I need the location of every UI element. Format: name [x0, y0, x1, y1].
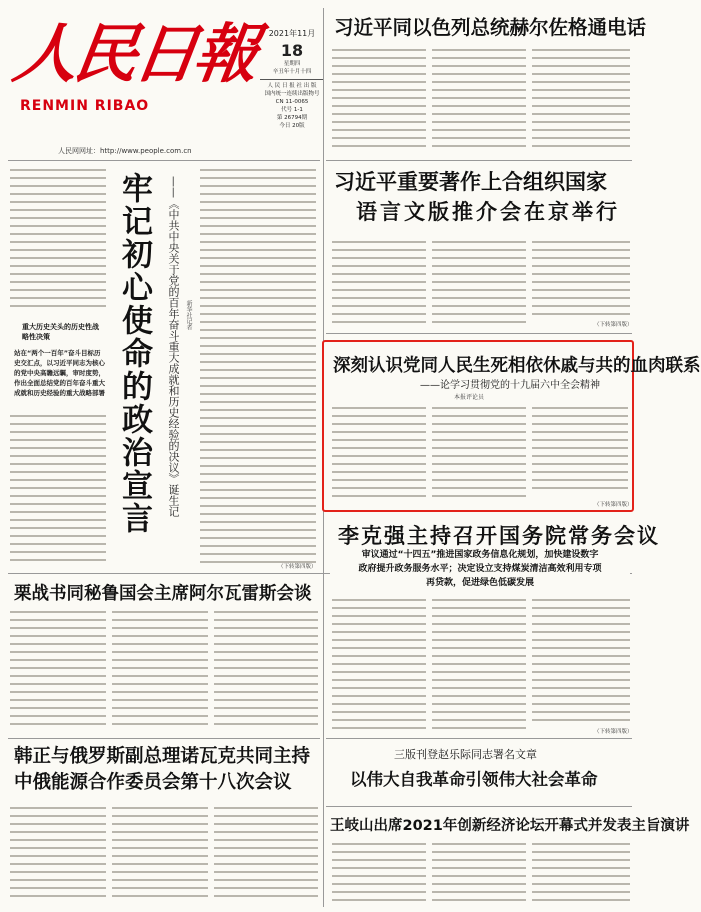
article-3-headline[interactable]: 深刻认识党同人民生死相依休戚与共的血肉联系 [333, 356, 701, 376]
issue-day: 18 [280, 41, 304, 60]
column-divider-lower [323, 573, 324, 907]
editorial-section-title: 重大历史关头的历史性战略性决策 [22, 323, 99, 341]
article-3-body-col1 [332, 404, 426, 504]
article-4-body-col2 [432, 596, 526, 732]
article-4-subhead-2: 政府提升政务服务水平；决定设立支持煤炭清洁高效利用专项 [330, 562, 630, 576]
article-2-body-col1 [332, 238, 426, 326]
article-4-jump[interactable]: （下转第四版） [594, 729, 633, 735]
editorial-body-col1 [10, 412, 106, 566]
issue-info [260, 28, 324, 130]
divider-a5 [8, 738, 320, 739]
article-2-headline-1[interactable]: 习近平重要著作上合组织国家 [334, 170, 607, 194]
article-2-body-col2 [432, 238, 526, 326]
article-3-subtitle: ——论学习贯彻党的十九届六中全会精神 [420, 380, 600, 391]
newspaper-logo: 人民日報 [8, 17, 260, 92]
article-6-headline-2[interactable]: 中俄能源合作委员会第十八次会议 [14, 772, 292, 793]
article-7-headline-1[interactable]: 三版刊登赵乐际同志署名文章 [394, 748, 537, 761]
article-8-body-col1 [332, 840, 426, 906]
editorial-quote: 站在“两个一百年”奋斗目标历史交汇点，以习近平同志为核心的党中央高瞻远瞩，审时度势，作出全面总结党的百年奋斗重大成就和历史经验的重大战略部署 [14, 349, 105, 397]
article-4-body-col3 [532, 596, 630, 724]
editorial-jump[interactable]: （下转第四版） [278, 564, 317, 570]
article-2-jump[interactable]: （下转第四版） [594, 322, 633, 328]
article-6-body-col3 [214, 804, 318, 904]
masthead [8, 8, 320, 156]
divider-a7 [326, 806, 632, 807]
divider-a4 [326, 738, 632, 739]
article-4-headline[interactable]: 李克强主持召开国务院常务会议 [338, 524, 660, 548]
editorial-vertical-subtitle: ——《中共中央关于党的百年奋斗重大成就和历史经验的决议》诞生记 [167, 176, 180, 517]
divider-a2 [326, 333, 632, 334]
article-3-body-col2 [432, 404, 526, 504]
article-4-subhead-3: 再贷款，促进绿色低碳发展 [330, 576, 630, 590]
article-1-body-col1 [332, 46, 426, 154]
editorial-intro-text [10, 166, 106, 316]
article-2-body-col3 [532, 238, 630, 318]
article-5-headline[interactable]: 栗战书同秘鲁国会主席阿尔瓦雷斯会谈 [14, 584, 312, 604]
article-1-body-col2 [432, 46, 526, 154]
issue-number: 第 26794期 [276, 115, 308, 121]
article-1-headline[interactable]: 习近平同以色列总统赫尔佐格通电话 [334, 16, 647, 39]
article-3-byline: 本报评论员 [454, 394, 485, 401]
editorial-vertical-headline[interactable]: 牢记初心使命的政治宣言 [116, 172, 152, 535]
article-8-body-col3 [532, 840, 630, 906]
divider-a1 [326, 160, 632, 161]
masthead-divider [8, 160, 320, 161]
article-1-body-col3 [532, 46, 630, 154]
article-3-body-col3 [532, 404, 628, 500]
editorial-body-col2 [200, 166, 316, 566]
article-3-jump[interactable]: （下转第四版） [594, 502, 633, 508]
issue-lunar-date: 辛丑年十月十四 [272, 69, 312, 75]
article-5-body-col2 [112, 608, 208, 732]
page-count: 今日 20版 [279, 123, 305, 129]
article-8-body-col2 [432, 840, 526, 906]
issue-weekday: 星期四 [283, 61, 301, 67]
article-4-subhead-1: 审议通过“十四五”推进国家政务信息化规划，加快建设数字 [361, 550, 599, 560]
editorial-byline: 新华社记者 [185, 300, 192, 330]
cn-label: 国内统一连续出版物号 [264, 91, 320, 97]
cn-number: CN 11-0065 [275, 99, 309, 105]
edition-code: 代号 1-1 [281, 107, 303, 113]
article-6-headline-1[interactable]: 韩正与俄罗斯副总理诺瓦克共同主持 [14, 746, 311, 767]
article-5-body-col3 [214, 608, 318, 732]
article-2-headline-2[interactable]: 语言文版推介会在京举行 [356, 200, 620, 224]
romanized-title: RENMIN RIBAO [20, 98, 150, 114]
issue-year-month: 2021年11月 [268, 29, 316, 38]
article-7-headline-2[interactable]: 以伟大自我革命引领伟大社会革命 [350, 770, 598, 789]
issuer: 人 民 日 报 社 出 版 [267, 83, 317, 89]
article-6-body-col1 [10, 804, 106, 904]
article-5-body-col1 [10, 608, 106, 732]
article-8-headline[interactable]: 王岐山出席2021年创新经济论坛开幕式并发表主旨演讲 [330, 818, 690, 834]
website-url[interactable]: 人民网网址：http://www.people.com.cn [58, 147, 192, 155]
article-4-body-col1 [332, 596, 426, 732]
article-6-body-col2 [112, 804, 208, 904]
